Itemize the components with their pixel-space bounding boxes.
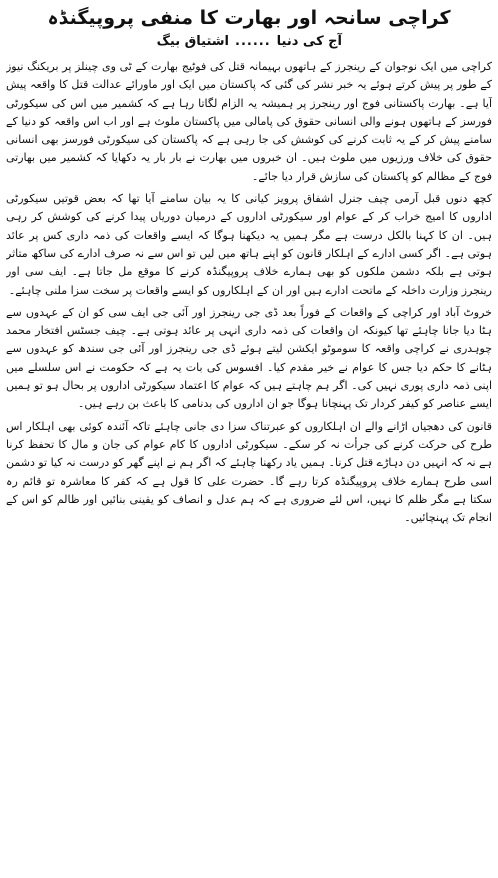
column-name: آج کی دنیا	[276, 34, 342, 49]
article-body	[6, 58, 492, 870]
byline-separator: ......	[235, 34, 271, 49]
byline	[6, 32, 492, 52]
author-name: اشتیاق بیگ	[156, 34, 230, 49]
article-headline: کراچی سانحہ اور بھارت کا منفی پروپیگنڈہ	[47, 7, 451, 29]
paragraph: کراچی میں ایک نوجوان کے رینجرز کے ہاتھوں بہیمانہ قتل کی فوٹیج بھارت کے ٹی وی چینلز پر بریکنگ نیوز کے طور پر پیش کرتے ہوئے یہ خبر نشر کی گئی کہ پاکستان میں ایک اور ماورائے عدالت قتل کا واقعہ پیش آیا ہے۔ بھارت پاکستانی فوج اور رینجرز پر ہمیشہ یہ الزام لگاتا رہا ہے کہ کشمیر میں اس کی سیکورٹی فورسز کے ہاتھوں ہونے والی انسانی حقوق کی پامالی میں پاکستان ملوث ہے اور اب اس واقعہ کو دنیا کے سامنے پیش کر کے یہ ثابت کرنے کی کوشش کی جا رہی ہے کہ پاکستان کی سیکورٹی فورسز بھی انسانی حقوق کی خلاف ورزیوں میں ملوث ہیں۔ ان خبروں میں بھارت نے بار بار یہ دکھایا کہ کشمیر میں بھارتی فوج کے مظالم کو پاکستان کی سازش قرار دیا جائے۔	[6, 60, 492, 183]
paragraph: قانون کی دھجیاں اڑانے والے ان اہلکاروں کو عبرتناک سزا دی جانی چاہئے تاکہ آئندہ کوئی بھی اہلکار اس طرح کی حرکت کرنے کی جرأت نہ کر سکے۔ سیکورٹی اداروں کا کام عوام کی جان و مال کا تحفظ کرنا ہے نہ کہ انہیں دن دہاڑے قتل کرنا۔ ہمیں یاد رکھنا چاہئے کہ اگر ہم نے اپنے گھر کو درست نہ کیا تو دشمن اسی طرح ہمارے خلاف پروپیگنڈہ کرتا رہے گا۔ حضرت علی کا قول ہے کہ کفر کا معاشرہ تو قائم رہ سکتا ہے مگر ظلم کا نہیں، اس لئے ضروری ہے کہ ہم عدل و انصاف کو یقینی بنائیں اور ظالم کو اس کے انجام تک پہنچائیں۔	[6, 419, 492, 525]
paragraph: خروٹ آباد اور کراچی کے واقعات کے فوراً بعد ڈی جی رینجرز اور آئی جی ایف سی کو ان کے عہدوں سے ہٹا دیا جانا چاہئے تھا کیونکہ ان واقعات کی ذمہ داری انہی پر عائد ہوتی ہے۔ چیف جسٹس افتخار محمد چوہدری نے کراچی واقعہ کا سوموٹو ایکشن لیتے ہوئے ڈی جی رینجرز اور آئی جی سندھ کو عہدوں سے ہٹانے کا حکم دیا جس کا عوام نے خیر مقدم کیا۔ افسوس کی بات یہ ہے کہ حکومت نے اس سلسلے میں اپنی ذمہ داری پوری نہیں کی۔ اگر ہم چاہتے ہیں کہ عوام کا اعتماد سیکورٹی اداروں پر بحال ہو تو ہمیں ایسے عناصر کو کیفر کردار تک پہنچانا ہوگا جو ان اداروں کی بدنامی کا باعث بن رہے ہیں۔	[6, 305, 492, 411]
paragraph: کچھ دنوں قبل آرمی چیف جنرل اشفاق پرویز کیانی کا یہ بیان سامنے آیا تھا کہ بعض قوتیں سیکورٹی اداروں کا امیج خراب کر کے عوام اور سیکورٹی اداروں کے درمیان دوریاں پیدا کرنے کی کوشش کر رہی ہیں۔ ان کا کہنا بالکل درست ہے مگر ہمیں یہ دیکھنا ہوگا کہ ایسے واقعات کی ذمہ داری کس پر عائد ہوتی ہے۔ اگر کسی ادارے کے اہلکار قانون کو اپنے ہاتھ میں لیں تو اس سے نہ صرف ادارے کی ساکھ متاثر ہوتی ہے بلکہ دشمن ملکوں کو بھی ہمارے خلاف پروپیگنڈہ کرنے کا موقع مل جاتا ہے۔ ایف سی اور رینجرز وزارت داخلہ کے ماتحت ادارے ہیں اور ان کے اہلکاروں کو ایسے واقعات پر سخت سزا ملنی چاہئے۔	[6, 192, 492, 297]
